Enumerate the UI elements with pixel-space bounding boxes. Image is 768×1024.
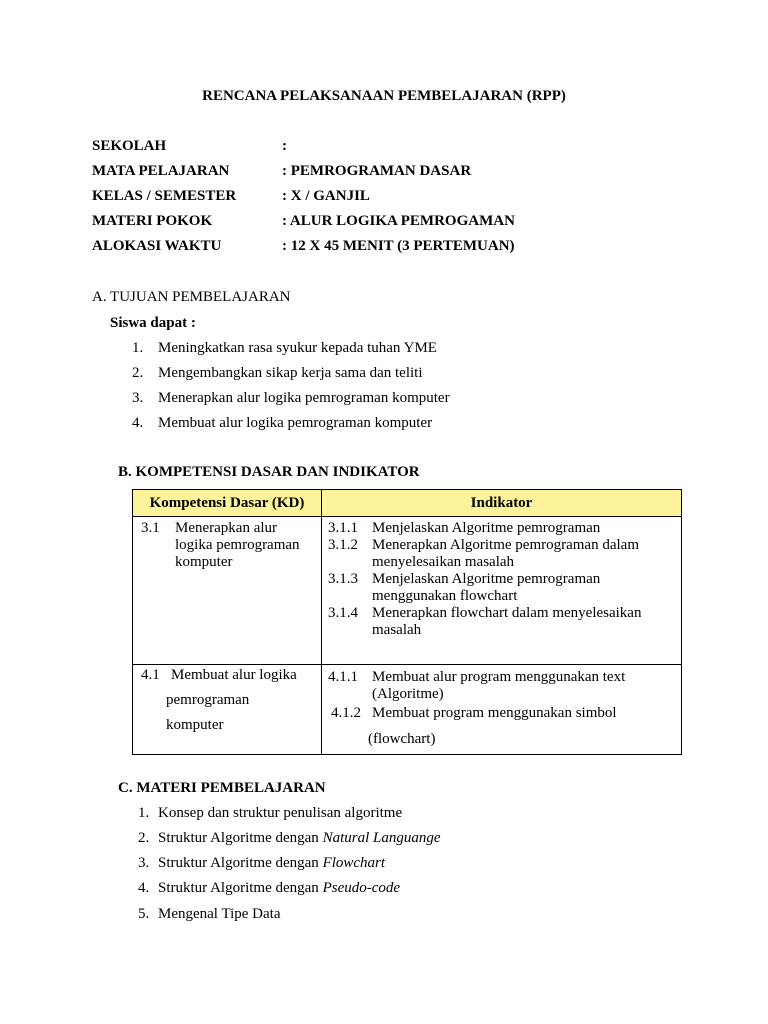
info-label-sekolah: SEKOLAH [92, 138, 167, 154]
list-item-text: Mengenal Tipe Data [158, 906, 281, 922]
list-item-italic: Flowchart [322, 855, 386, 871]
list-item [158, 855, 385, 872]
list-item-number: 2. [132, 365, 144, 381]
list-item-number: 5. [138, 906, 150, 922]
kd-text-line: logika pemrograman [175, 537, 300, 553]
list-item-text: Struktur Algoritme dengan [158, 830, 323, 846]
list-item [158, 805, 402, 822]
kd-text-line: komputer [175, 554, 233, 570]
list-item-italic: Natural Languange [322, 830, 441, 846]
kd-text-line: Membuat alur logika [171, 667, 297, 683]
list-item-number: 4. [132, 415, 144, 431]
info-label-kelas-semester: KELAS / SEMESTER [92, 188, 237, 204]
list-item-text: Struktur Algoritme dengan [158, 855, 323, 871]
section-b-heading: B. KOMPETENSI DASAR DAN INDIKATOR [118, 464, 420, 480]
info-value-materi-pokok: : ALUR LOGIKA PEMROGAMAN [282, 213, 515, 229]
kd-text-line: Menerapkan alur [175, 520, 278, 536]
indikator-text-line: masalah [372, 622, 422, 638]
table-header-row [133, 490, 682, 517]
info-value-alokasi-waktu: : 12 X 45 MENIT (3 PERTEMUAN) [282, 238, 515, 254]
indikator-number: 3.1.3 [328, 571, 358, 587]
list-item: Mengembangkan sikap kerja sama dan teliti [158, 365, 423, 381]
list-item-text: Konsep dan struktur penulisan algoritme [158, 805, 403, 821]
indikator-text-line: Menjelaskan Algoritme pemrograman [372, 520, 601, 536]
info-label-materi-pokok: MATERI POKOK [92, 213, 213, 229]
indikator-text-line: Menerapkan Algoritme pemrograman dalam [372, 537, 639, 553]
list-item-number: 1. [138, 805, 150, 821]
list-item [158, 880, 400, 897]
indikator-text-line: (flowchart) [368, 731, 436, 747]
indikator-text-line: Menjelaskan Algoritme pemrograman [372, 571, 601, 587]
kd-indikator-table [132, 489, 682, 755]
table-header-kd: Kompetensi Dasar (KD) [133, 490, 322, 517]
section-c-heading: C. MATERI PEMBELAJARAN [118, 780, 326, 796]
list-item-number: 2. [138, 830, 150, 846]
list-item [158, 906, 280, 923]
info-label-alokasi-waktu: ALOKASI WAKTU [92, 238, 222, 254]
indikator-number: 4.1.2 [331, 705, 361, 721]
indikator-cell [322, 517, 682, 665]
indikator-text-line: Menerapkan flowchart dalam menyelesaikan [372, 605, 642, 621]
section-a-heading: A. TUJUAN PEMBELAJARAN [92, 289, 291, 305]
kd-number: 3.1 [141, 520, 160, 536]
info-value-kelas-semester: : X / GANJIL [282, 188, 370, 204]
info-value-sekolah: : [282, 138, 287, 154]
indikator-text-line: (Algoritme) [372, 686, 444, 702]
section-a-intro: Siswa dapat : [110, 315, 196, 331]
info-value-mata-pelajaran: : PEMROGRAMAN DASAR [282, 163, 472, 179]
table-row [133, 665, 682, 755]
indikator-text-line: menyelesaikan masalah [372, 554, 515, 570]
list-item-number: 3. [138, 855, 150, 871]
kd-text-line: komputer [166, 717, 224, 733]
indikator-number: 4.1.1 [328, 669, 358, 685]
kd-cell [133, 517, 322, 665]
indikator-number: 3.1.1 [328, 520, 358, 536]
list-item-text: Struktur Algoritme dengan [158, 880, 323, 896]
indikator-number: 3.1.2 [328, 537, 358, 553]
indikator-text-line: menggunakan flowchart [372, 588, 518, 604]
table-row [133, 517, 682, 665]
kd-cell [133, 665, 322, 755]
kd-number: 4.1 [141, 667, 160, 683]
list-item: Meningkatkan rasa syukur kepada tuhan YME [158, 340, 437, 356]
indikator-cell [322, 665, 682, 755]
list-item: Membuat alur logika pemrograman komputer [158, 415, 433, 431]
indikator-number: 3.1.4 [328, 605, 358, 621]
page-title: RENCANA PELAKSANAAN PEMBELAJARAN (RPP) [202, 88, 566, 104]
kd-text-line: pemrograman [166, 692, 250, 708]
table-header-indikator: Indikator [322, 490, 682, 517]
info-label-mata-pelajaran: MATA PELAJARAN [92, 163, 230, 179]
indikator-text-line: Membuat program menggunakan simbol [372, 705, 617, 721]
list-item: Menerapkan alur logika pemrograman komputer [158, 390, 450, 406]
list-item-number: 1. [132, 340, 144, 356]
indikator-text-line: Membuat alur program menggunakan text [372, 669, 626, 685]
list-item-number: 4. [138, 880, 150, 896]
list-item-number: 3. [132, 390, 144, 406]
list-item-italic: Pseudo-code [322, 880, 401, 896]
list-item [158, 830, 441, 847]
